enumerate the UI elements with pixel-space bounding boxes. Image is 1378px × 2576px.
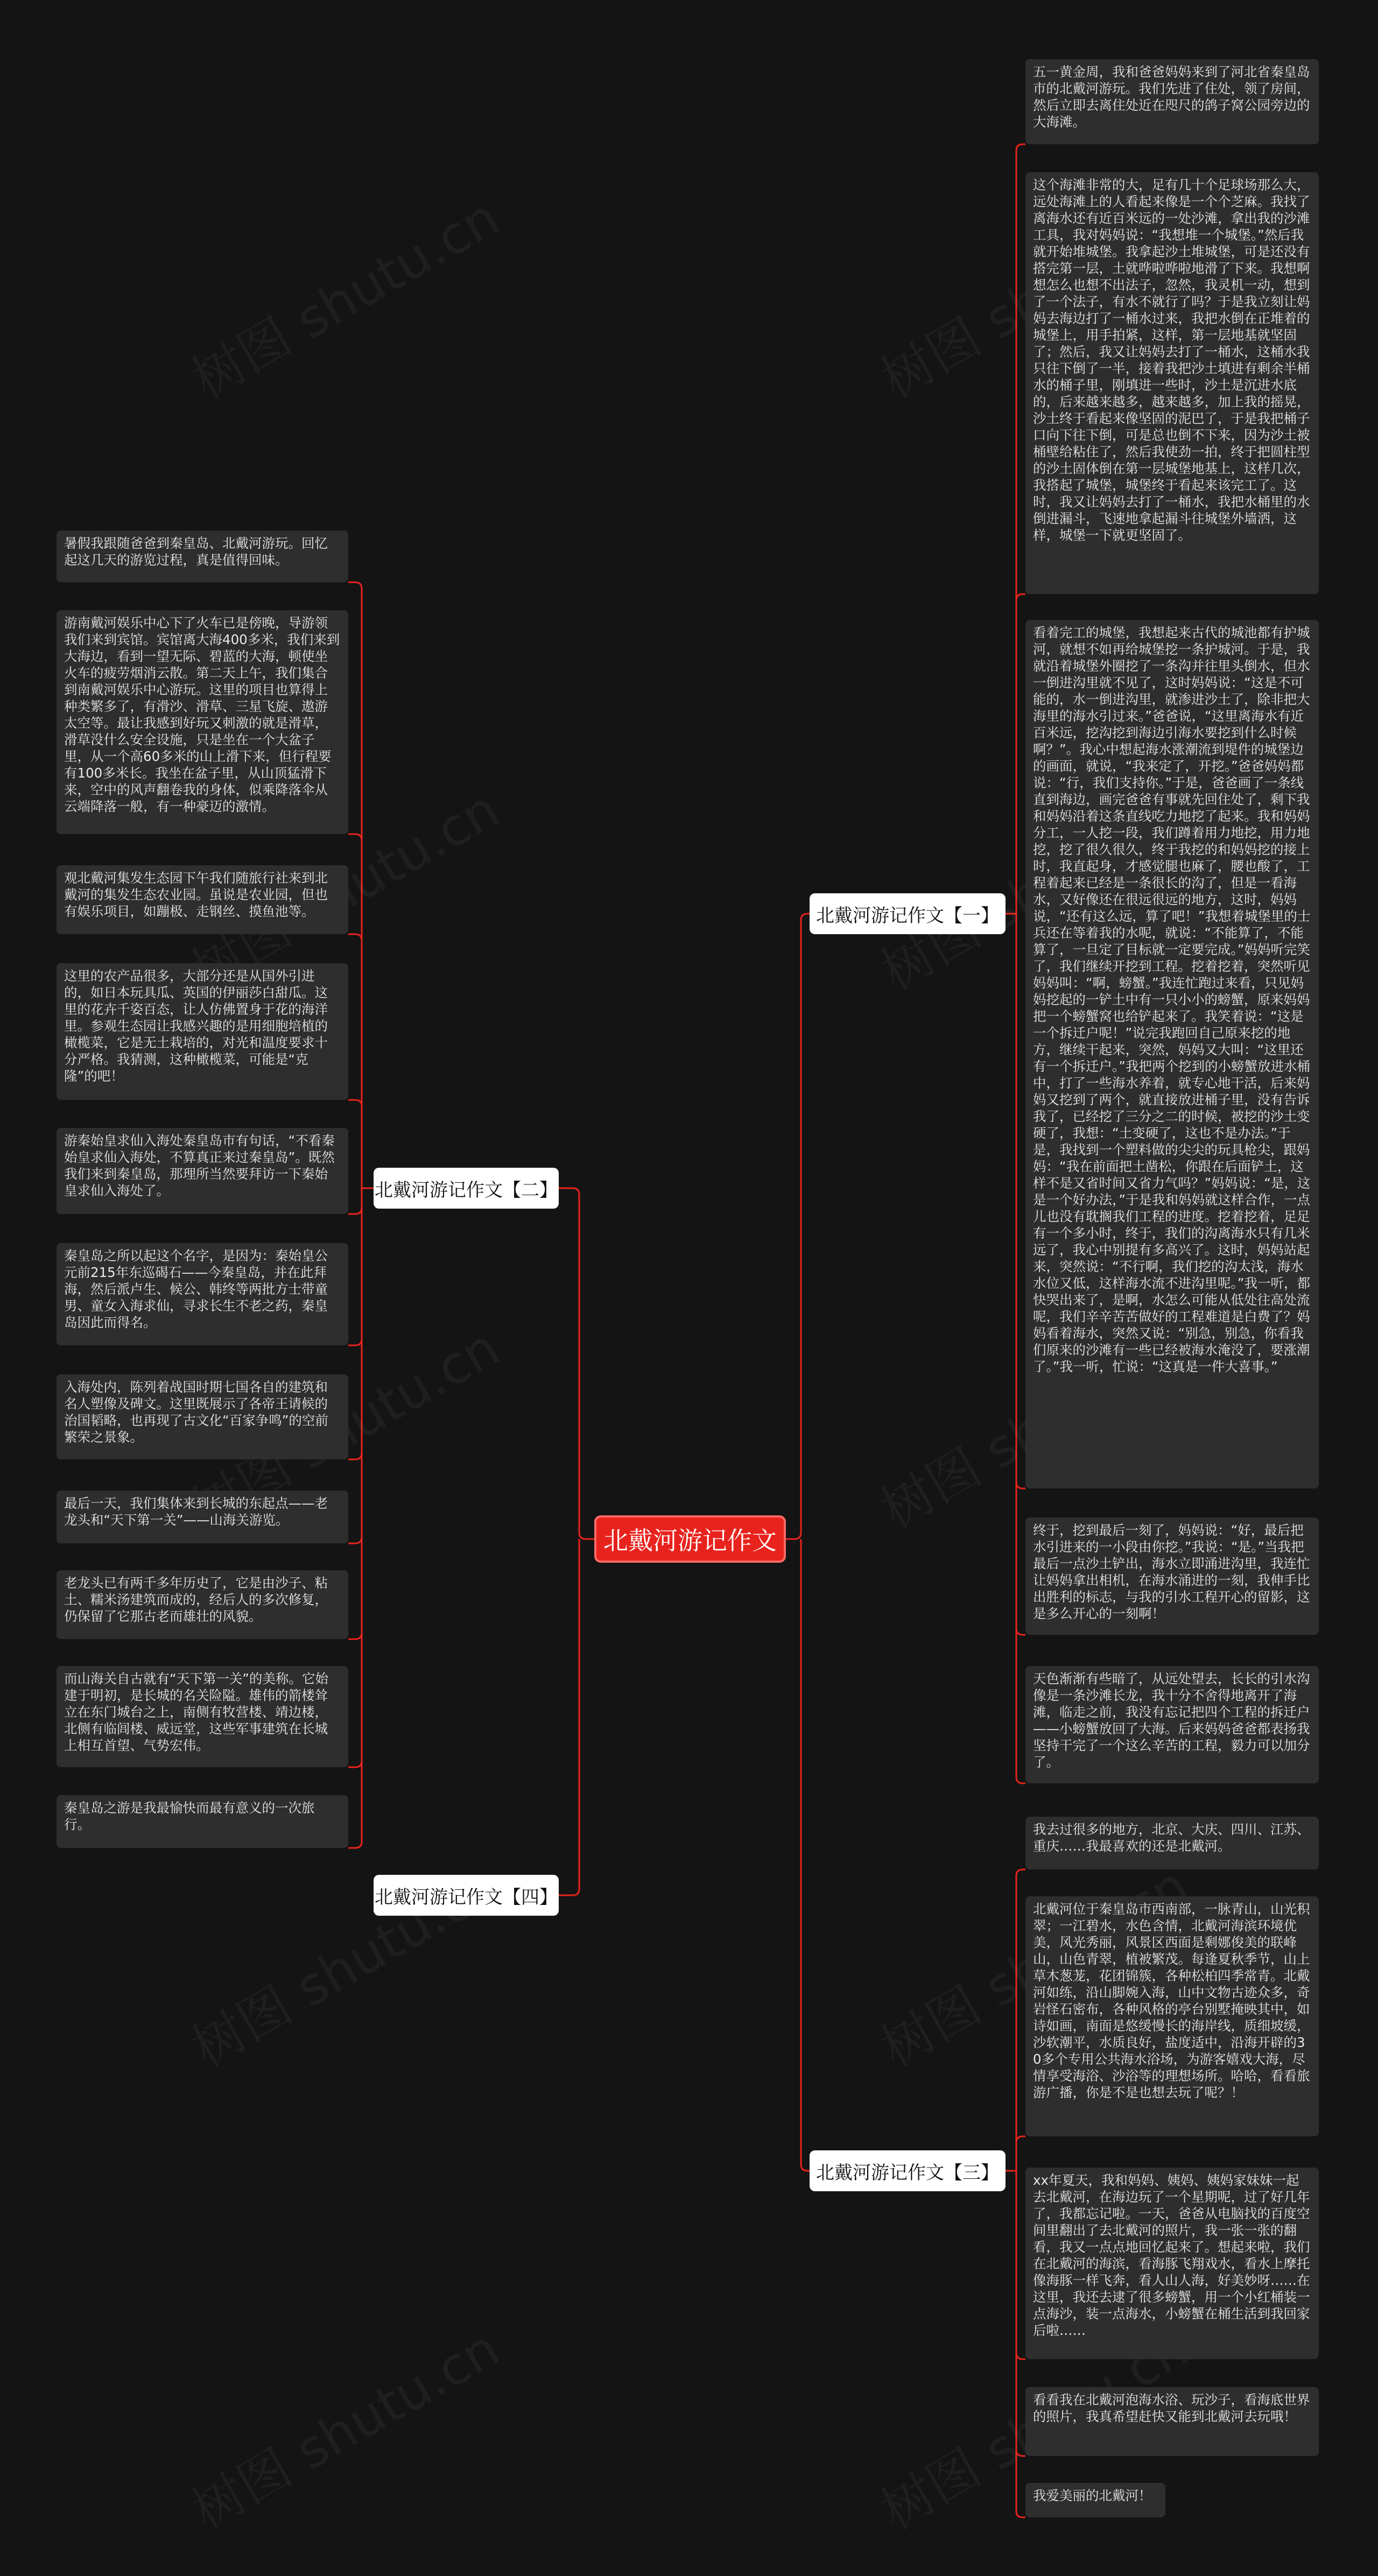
leaf-note[interactable]: 我爱美丽的北戴河！ [1025, 2483, 1165, 2517]
leaf-note[interactable]: 五一黄金周，我和爸爸妈妈来到了河北省秦皇岛市的北戴河游玩。我们先进了住处，领了房间，然后立即去离住处近在咫尺的鸽子窝公园旁边的大海滩。 [1025, 59, 1319, 144]
connector-line [348, 834, 362, 1188]
leaf-note[interactable]: 北戴河位于秦皇岛市西南部，一脉青山，山光积翠；一江碧水，水色含情，北戴河海滨环境优美，风光秀丽，风景区西面是剩娜俊美的联峰山，山色青翠，植被繁茂。每逢夏秋季节，山上草木葱茏，花团锦簇，各种松柏四季常青。北戴河如练，沿山脚婉入海，山中文物古迹众多，奇岩怪石密布，各种风格的亭台别墅掩映其中，如诗如画，南面是悠缓慢长的海岸线，质细坡缓，沙软潮平，水质良好，盐度适中，沿海开辟的30多个专用公共海水浴场，为游客嬉戏大海，尽情享受海浴、沙浴等的理想场所。哈哈，看看旅游广播，你是不是也想去玩了呢？！ [1025, 1896, 1319, 2136]
connector-line [1016, 2171, 1025, 2359]
leaf-note[interactable]: 入海处内，陈列着战国时期七国各自的建筑和名人塑像及碑文。这里既展示了各帝王请候的治国韬略，也再现了古文化“百家争鸣”的空前繁荣之景象。 [57, 1374, 348, 1459]
connector-line [348, 1188, 362, 1543]
leaf-note[interactable]: 而山海关自古就有“天下第一关”的美称。它始建于明初，是长城的名关险隘。雄伟的箭楼耸立在东门城台之上，南侧有牧营楼、靖边楼，北侧有临闾楼、威远堂，这些军事建筑在长城上相互首望、气势宏伟。 [57, 1666, 348, 1767]
connector-line [559, 1539, 579, 1895]
leaf-note[interactable]: 看着完工的城堡，我想起来古代的城池都有护城河，就想不如再给城堡挖一条护城河。于是，我就沿着城堡外圈挖了一条沟并往里头倒水，但水一倒进沟里就不见了，这时妈妈说：“这是不可能的，水一倒进沟里，就渗进沙土了，除非把大海里的海水引过来。”爸爸说，“这里离海水有近百米远，挖沟挖到海边引海水要挖到什么时候啊？”。我心中想起海水涨潮流到堤件的城堡边的画面，就说，“我来定了，开挖。”爸爸妈妈都说：“行，我们支持你。”于是，爸爸画了一条线直到海边，画完爸爸有事就先回住处了，剩下我和妈妈沿着这条直线吃力地挖了起来。我和妈妈分工，一人挖一段，我们蹲着用力地挖，用力地挖，挖了很久很久，终于我挖的和妈妈挖的接上时，我直起身，才感觉腿也麻了，腰也酸了，工程着起来已经是一条很长的沟了，但是一看海水，又好像还在很远很远的地方，这时，妈妈说，“还有这么远，算了吧！”我想着城堡里的士兵还在等着我的水呢，就说：“不能算了，不能算了，一旦定了目标就一定要完成。”妈妈听完笑了，我们继续开挖到工程。挖着挖着，突然听见妈妈叫：“啊，螃蟹。”我连忙跑过来看，只见妈妈挖起的一铲土中有一只小小的螃蟹，原来妈妈把一个螃蟹窝也给铲起来了。我笑着说：“这是一个拆迁户呢！”说完我跑回自己原来挖的地方，继续干起来，突然，妈妈又大叫：“这里还有一个拆迁户。”我把两个挖到的小螃蟹放进水桶中，打了一些海水养着，就专心地干活，后来妈妈又挖到了两个，就直接放进桶子里，没有告诉我了，已经挖了三分之二的时候，被挖的沙土变硬了，我想：“土变硬了，这也不是办法。”于是，我找到一个塑料做的尖尖的玩具枪尖，跟妈妈：“我在前面把土凿松，你跟在后面铲土，这样不是又省时间又省力气吗？”妈妈说：“是，这是一个好办法，”于是我和妈妈就这样合作，一点儿也没有耽搁我们工程的进度。挖着挖着，足足有一个多小时，终于，我们的沟离海水只有几米远了，我心中别提有多高兴了。这时，妈妈站起来，突然说：“不行啊，我们挖的沟太浅，海水水位又低，这样海水流不进沟里呢。”我一听，都快哭出来了，是啊，水怎么可能从低处往高处流呢，我们辛辛苦苦做好的工程难道是白费了？妈妈看着海水，突然又说：“别急，别急，你看我们原来的沙滩有一些已经被海水淹没了，要涨潮了。”我一听，忙说：“这真是一件大喜事。” [1025, 620, 1319, 1488]
connector-line [786, 914, 810, 1539]
branch-topic-4[interactable]: 北戴河游记作文【四】 [374, 1875, 559, 1916]
connector-line [1016, 2171, 1025, 2456]
leaf-note[interactable]: 游南戴河娱乐中心下了火车已是傍晚，导游领我们来到宾馆。宾馆离大海400多米，我们来到大海边，看到一望无际、碧蓝的大海，顿使坐火车的疲劳烟消云散。第二天上午，我们集合到南戴河娱乐中心游玩。这里的项目也算得上种类繁多了，有滑沙、滑草、三星飞旋、遨游太空等。最让我感到好玩又刺激的就是滑草，滑草没什么安全设施，只是坐在一个大盆子里，从一个高60多米的山上滑下来，但行程要有100多米长。我坐在盆子里，从山顶猛滑下来，空中的风声翻卷我的身体，似乘降落伞从云端降落一般，有一种豪迈的激情。 [57, 610, 348, 834]
connector-line [348, 1188, 362, 1639]
leaf-note[interactable]: xx年夏天，我和妈妈、姨妈、姨妈家妹妹一起去北戴河，在海边玩了一个星期呢，过了好几年了，我都忘记啦。一天，爸爸从电脑找的百度空间里翻出了去北戴河的照片，我一张一张的翻看，我又一点点地回忆起来了。想起来啦，我们在北戴河的海滨，看海豚飞翔戏水，看水上摩托像海豚一样飞奔，看人山人海，好美妙呀……在这里，我还去逮了很多螃蟹，用一个小红桶装一点海沙，装一点海水，小螃蟹在桶生活到我回家后啦…… [1025, 2168, 1319, 2359]
branch-topic-1[interactable]: 北戴河游记作文【一】 [810, 893, 1006, 934]
connector-line [348, 1188, 362, 1848]
connector-line [348, 1100, 362, 1188]
leaf-note[interactable]: 看看我在北戴河泡海水浴、玩沙子，看海底世界的照片，我真希望赶快又能到北戴河去玩哦！ [1025, 2387, 1319, 2456]
connector-line [1016, 914, 1025, 1635]
connector-line [801, 1539, 810, 2171]
branch-topic-3[interactable]: 北戴河游记作文【三】 [810, 2150, 1006, 2191]
connector-line [348, 1188, 362, 1214]
connector-line [348, 934, 362, 1188]
leaf-note[interactable]: 游秦始皇求仙入海处秦皇岛市有句话，“不看秦始皇求仙入海处，不算真正来过秦皇岛”。既然我们来到秦皇岛，那理所当然要拜访一下秦始皇求仙入海处了。 [57, 1128, 348, 1214]
leaf-note[interactable]: 秦皇岛之所以起这个名字，是因为：秦始皇公元前215年东巡碣石——今秦皇岛，并在此拜海，然后派卢生、候公、韩终等两批方士带童男、童女入海求仙，寻求长生不老之药，秦皇岛因此而得名。 [57, 1243, 348, 1345]
leaf-note[interactable]: 这个海滩非常的大，足有几十个足球场那么大，远处海滩上的人看起来像是一个个芝麻。我找了离海水还有近百米远的一处沙滩，拿出我的沙滩工具，我对妈妈说：“我想堆一个城堡。”然后我就开始堆城堡。我拿起沙土堆城堡，可是还没有搭完第一层，土就哗啦哗啦地滑了下来。我想啊想怎么也想不出法子，忽然，我灵机一动，想到了一个法子，有水不就行了吗？于是我立刻让妈妈去海边打了一桶水过来，我把水倒在正堆着的城堡上，用手拍紧，这样，第一层地基就坚固了；然后，我又让妈妈去打了一桶水，这桶水我只往下倒了一半，接着我把沙土填进有剩余半桶水的桶子里，刚填进一些时，沙土是沉进水底的，后来越来越多，越来越多，加上我的摇晃，沙土终于看起来像坚固的泥巴了，于是我把桶子口向下往下倒，可是总也倒不下来，因为沙土被桶壁给粘住了，然后我使劲一拍，终于把圆柱型的沙土固体倒在第一层城堡地基上，这样几次，我搭起了城堡，城堡终于看起来该完工了。这时，我又让妈妈去打了一桶水，我把水桶里的水倒进漏斗，飞速地拿起漏斗往城堡外墙洒，这样，城堡一下就更坚固了。 [1025, 172, 1319, 594]
connector-line [348, 582, 362, 1188]
leaf-note[interactable]: 秦皇岛之游是我最愉快而最有意义的一次旅行。 [57, 1795, 348, 1848]
leaf-note[interactable]: 天色渐渐有些暗了，从远处望去，长长的引水沟像是一条沙滩长龙，我十分不舍得地离开了海滩，临走之前，我没有忘记把四个工程的拆迁户——小螃蟹放回了大海。后来妈妈爸爸都表扬我坚持干完了一个这么辛苦的工程，毅力可以加分了。 [1025, 1666, 1319, 1783]
leaf-note[interactable]: 暑假我跟随爸爸到秦皇岛、北戴河游玩。回忆起这几天的游览过程，真是值得回味。 [57, 531, 348, 582]
connector-line [1016, 914, 1025, 1488]
leaf-note[interactable]: 观北戴河集发生态园下午我们随旅行社来到北戴河的集发生态农业园。虽说是农业园，但也有娱乐项目，如蹦极、走钢丝、摸鱼池等。 [57, 865, 348, 934]
leaf-note[interactable]: 这里的农产品很多，大部分还是从国外引进的，如日本玩具瓜、英国的伊丽莎白甜瓜。这里的花卉千姿百态，让人仿佛置身于花的海洋里。参观生态园让我感兴趣的是用细胞培植的橄榄菜，它是无土栽培的，对光和温度要求十分严格。我猜测，这种橄榄菜，可能是“克隆”的吧！ [57, 963, 348, 1100]
root-topic[interactable]: 北戴河游记作文 [594, 1515, 786, 1563]
leaf-note[interactable]: 最后一天，我们集体来到长城的东起点——老龙头和“天下第一关”——山海关游览。 [57, 1491, 348, 1543]
leaf-note[interactable]: 我去过很多的地方，北京、大庆、四川、江苏、重庆……我最喜欢的还是北戴河。 [1025, 1817, 1319, 1869]
connector-line [1016, 144, 1025, 914]
connector-line [559, 1188, 594, 1539]
branch-topic-2[interactable]: 北戴河游记作文【二】 [374, 1168, 559, 1209]
connector-line [348, 1188, 362, 1459]
connector-line [348, 1188, 362, 1767]
connector-line [1016, 2136, 1025, 2171]
connector-line [1016, 914, 1025, 1783]
leaf-note[interactable]: 老龙头已有两千多年历史了，它是由沙子、粘土、糯米汤建筑而成的，经后人的多次修复，仍保留了它那古老而雄壮的风貌。 [57, 1570, 348, 1639]
connector-line [1016, 1869, 1025, 2171]
leaf-note[interactable]: 终于，挖到最后一刻了，妈妈说：“好，最后把水引进来的一小段由你挖。”我说：“是。”当我把最后一点沙土铲出，海水立即涌进沟里，我连忙让妈妈拿出相机，在海水涌进的一刻，我伸手比出胜利的标志，与我的引水工程开心的留影，这是多么开心的一刻啊！ [1025, 1518, 1319, 1635]
connector-line [1016, 594, 1025, 914]
connector-line [1016, 2171, 1025, 2517]
